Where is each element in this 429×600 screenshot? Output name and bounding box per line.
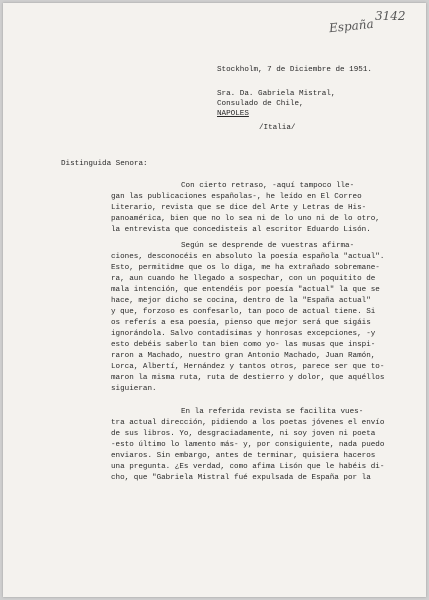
body-line: os referís a esa poesía, pienso que mejor será que sigáis: [111, 319, 371, 327]
body-line: Según se desprende de vuestras afirma-: [181, 242, 355, 250]
body-line: maron la misma ruta, ruta de destierro y dolor, que aquéllos: [111, 374, 385, 382]
body-line: cho, que "Gabriela Mistral fué expulsada de España por la: [111, 474, 371, 482]
body-line: mala intención, que entendéis por poesía "actual" la que se: [111, 286, 380, 294]
body-line: Lorca, Albertí, Hernández y tantos otros, parece ser que to-: [111, 363, 385, 371]
body-line: una pregunta. ¿Es verdad, como afima Lisón que le habéis di-: [111, 463, 385, 471]
body-line: esto debéis saberlo tan bien como yo- las musas que inspi-: [111, 341, 376, 349]
body-line: En la referida revista se facilita vues-: [181, 408, 364, 416]
recipient-line: Consulado de Chile,: [217, 100, 304, 108]
recipient-country: /Italia/: [259, 124, 296, 132]
body-line: ciones, desconocéis en absoluto la poesía española "actual".: [111, 253, 385, 261]
letter-page: [3, 3, 426, 597]
handwritten-number: 3142: [375, 9, 406, 23]
body-line: ra, aun cuando he llegado a sospechar, con un poquitito de: [111, 275, 376, 283]
body-line: -esto último lo lamento más- y, por consiguiente, nada puedo: [111, 441, 385, 449]
body-line: y que, forzoso es confesarlo, tan poco de actual tiene. Si: [111, 308, 376, 316]
body-line: hace, mejor dicho se cocina, dentro de la "España actual": [111, 297, 371, 305]
body-line: ignorándola. Salvo contadísimas y honrosas excepciones, -y: [111, 330, 376, 338]
body-line: siguieran.: [111, 385, 157, 393]
salutation: Distinguida Senora:: [61, 160, 148, 168]
body-line: Con cierto retraso, -aquí tampoco lle-: [181, 182, 355, 190]
body-line: Esto, permitidme que os lo diga, me ha extrañado sobremane-: [111, 264, 380, 272]
body-line: panoamérica, bien que no lo sea ni de lo uno ni de lo otro,: [111, 215, 380, 223]
body-line: enviaros. Sin embargo, antes de terminar, quisiera haceros: [111, 452, 376, 460]
body-line: la entrevista que concedisteis al escritor Eduardo Lisón.: [111, 226, 371, 234]
recipient-city: NAPOLES: [217, 110, 249, 118]
body-line: Literario, revista que se dice del Arte y Letras de His-: [111, 204, 367, 212]
body-line: gan las publicaciones españolas-, he leído en El Correo: [111, 193, 362, 201]
handwritten-tag: España: [328, 16, 375, 36]
recipient-line: Sra. Da. Gabriela Mistral,: [217, 90, 336, 98]
letter-date: Stockholm, 7 de Diciembre de 1951.: [217, 66, 372, 74]
body-line: de sus libros. Yo, desgraciadamente, ni soy joven ni poeta: [111, 430, 376, 438]
body-line: raron a Machado, nuestro gran Antonio Machado, Juan Ramón,: [111, 352, 376, 360]
body-line: tra actual dirección, pidiendo a los poetas jóvenes el envío: [111, 419, 385, 427]
